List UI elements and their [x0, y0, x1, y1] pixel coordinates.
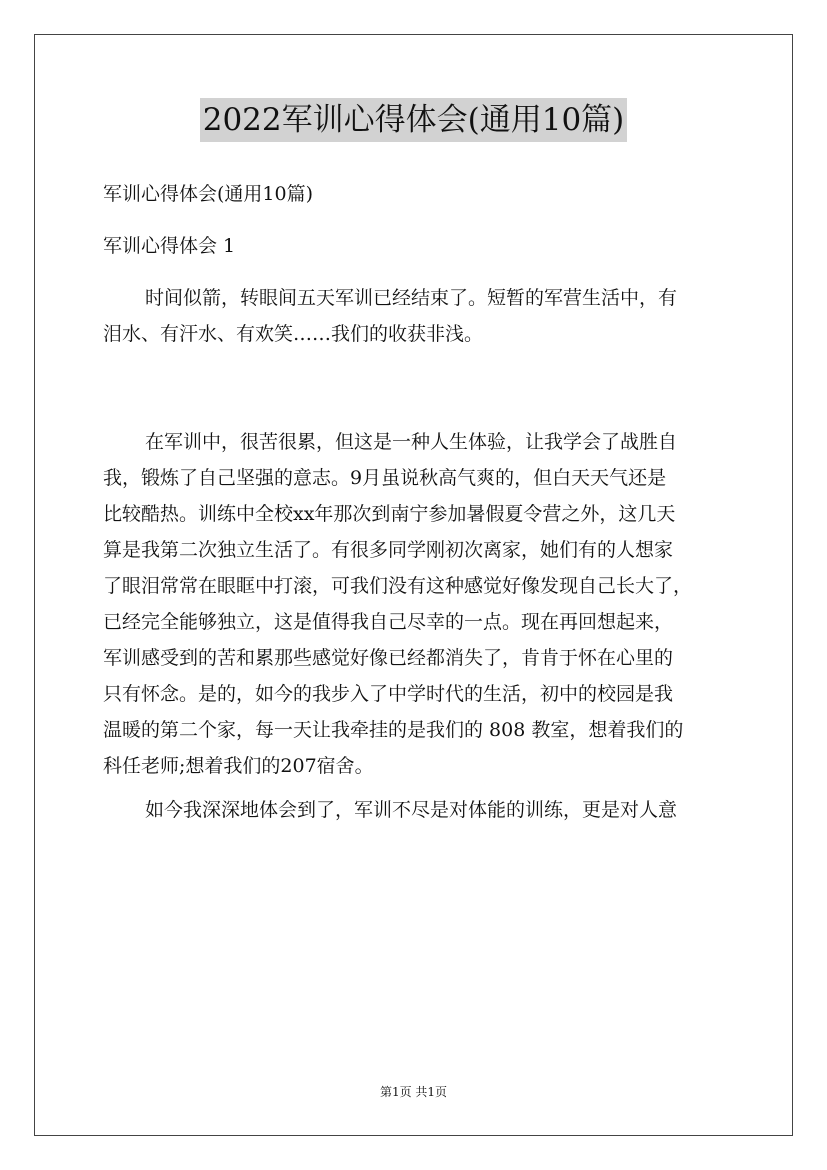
body-line: 算是我第二次独立生活了。有很多同学刚初次离家，她们有的人想家 [103, 539, 674, 561]
body-line: 我，锻炼了自己坚强的意志。9月虽说秋高气爽的，但白天天气还是 [103, 467, 667, 489]
page-footer: 第1页 共1页 [379, 1085, 448, 1099]
body-line: 了眼泪常常在眼眶中打滚，可我们没有这种感觉好像发现自己长大了， [103, 575, 693, 597]
body-line: 军训感受到的苦和累那些感觉好像已经都消失了，肯肯于怀在心里的 [103, 647, 674, 669]
title-container [0, 98, 827, 142]
section-heading: 军训心得体会 1 [103, 235, 236, 257]
body-line: 只有怀念。是的，如今的我步入了中学时代的生活，初中的校园是我 [103, 683, 674, 705]
blank-line [103, 352, 725, 388]
document-body [103, 176, 725, 828]
body-line: 比较酷热。训练中全校xx年那次到南宁参加暑假夏令营之外，这几天 [103, 503, 676, 525]
body-line: 在军训中，很苦很累，但这是一种人生体验，让我学会了战胜自 [145, 431, 678, 453]
body-line: 温暖的第二个家，每一天让我牵挂的是我们的 808 教室，想着我们的 [103, 719, 684, 741]
body-line: 科任老师;想着我们的207宿舍。 [103, 755, 374, 777]
document-title: 2022军训心得体会(通用10篇) [200, 98, 628, 142]
body-line: 如今我深深地体会到了，军训不尽是对体能的训练，更是对人意 [145, 799, 678, 821]
document-subtitle: 军训心得体会(通用10篇) [103, 183, 314, 205]
body-line: 时间似箭，转眼间五天军训已经结束了。短暂的军营生活中，有 [145, 287, 678, 309]
body-line: 泪水、有汗水、有欢笑……我们的收获非浅。 [103, 323, 484, 345]
body-line: 已经完全能够独立，这是值得我自己尽幸的一点。现在再回想起来， [103, 611, 674, 633]
